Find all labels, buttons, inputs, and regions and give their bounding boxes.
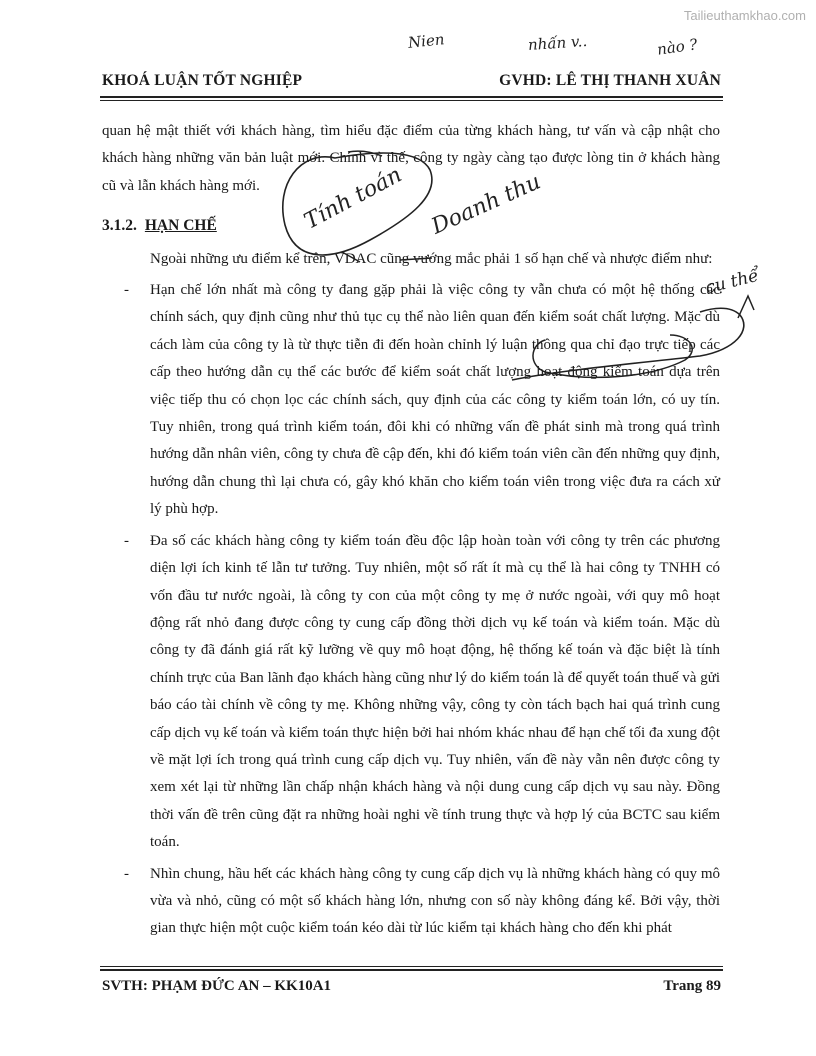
section-heading [102,212,720,239]
footer-student: SVTH: PHẠM ĐỨC AN – KK10A1 [102,978,332,994]
header-thesis-title: KHOÁ LUẬN TỐT NGHIỆP [102,72,303,89]
page-number: Trang 89 [663,978,721,994]
handwritten-note-1: Nien [407,30,446,52]
list-item-text: Nhìn chung, hầu hết các khách hàng công ty cung cấp dịch vụ là những khách hàng có quy mô vừa và nhỏ, cũng có một số khách hàng lớn, nhưng con số này không đáng kể. Bởi vậy, thời gian thực hiện một cuộc kiểm toán kéo dài từ lúc kiểm tại khách hàng cho đến khi phát [150,865,720,937]
handwritten-note-3: nào ? [655,35,699,59]
handwritten-note-2: nhấn v.. [527,31,588,55]
page-footer [102,978,721,995]
list-item [102,277,720,524]
header-rule-thin [100,100,723,101]
handwritten-note-6: cụ thể [703,265,761,299]
intro-paragraph: quan hệ mật thiết với khách hàng, tìm hiểu đặc điểm của từng khách hàng, tư vấn và cập nhật cho khách hàng những văn bản luật mới. Chính vì thế, công ty ngày càng tạo được lòng tin ở khách hàng cũ và lẫn khách hàng mới. [102,123,720,194]
header-rule [100,96,723,98]
list-item-text: Đa số các khách hàng công ty kiểm toán đều độc lập hoàn toàn với công ty trên các phương diện lợi ích kinh tế lẫn tư tưởng. Tuy nhiên, một số rất ít mà cụ thể là hai công ty TNHH có vốn đầu tư nước ngoài, là công ty con của một công ty mẹ ở nước ngoài, với quy mô hoạt động rất nhỏ đang được công ty cung cấp đồng thời dịch vụ kế toán và kiểm toán. Mặc dù công ty đã đánh giá rất kỹ lưỡng về quy mô hoạt động, hệ thống kế toán và đặc biệt là tính chính trực của Ban lãnh đạo khách hàng cũng như lý do kiểm toán là để quyết toán thuế và gửi báo cáo tài chính về công ty mẹ. Không những vậy, công ty còn tách bạch hai quá trình cung cấp dịch vụ kế toán và kiểm toán thực hiện bởi hai nhóm khác nhau để hạn chế tối đa xung đột về mặt lợi ích trong quá trình cung cấp dịch vụ. Tuy nhiên, vấn đề này vẫn nên được công ty xem xét lại từ những lần chấp nhận khách hàng và nội dung cung cấp dịch vụ sau này. Đồng thời vấn đề trên cũng đặt ra những hoài nghi về tính trung thực và hợp lý của BCTC sau kiểm toán. [150,532,720,851]
bullet-dash: - [124,865,129,882]
header-supervisor: GVHD: LÊ THỊ THANH XUÂN [499,72,721,89]
page-header [102,72,721,90]
bullet-dash: - [124,282,129,299]
page-content [102,118,720,947]
watermark: Tailieuthamkhao.com [683,8,806,23]
section-title: HẠN CHẾ [144,217,217,235]
bullet-dash: - [124,532,129,549]
limitations-list [102,277,720,943]
handwritten-note-4: Tính toán [300,162,407,235]
footer-rule [100,969,723,971]
list-item [102,528,720,857]
lead-paragraph: Ngoài những ưu điểm kể trên, VDAC cũng vướng mắc phải 1 số hạn chế và nhược điểm như: [150,250,713,267]
handwritten-note-5: Doanh thu [427,169,545,240]
footer-rule-thin [100,966,723,967]
list-item-text: Hạn chế lớn nhất mà công ty đang gặp phải là việc công ty vẫn chưa có một hệ thống các chính sách, quy định cũng như thủ tục cụ thể nào liên quan đến kiểm soát chất lượng. Mặc dù cách làm của công ty là từ thực tiễn đi đến hoàn chỉnh lý luận thông qua chỉ đạo trực tiếp các cấp theo hướng dẫn cụ thể các bước để kiểm soát chất lượng hoạt động kiểm toán dựa trên việc tiếp thu có chọn lọc các chính sách, quy định của các công ty kiểm toán lớn, có uy tín. Tuy nhiên, trong quá trình kiểm toán, đôi khi có những vấn đề phát sinh mà trong quá trình hướng dẫn nhân viên, công ty chưa đề cập đến, khi đó kiểm toán viên cần đến những quy định, hướng dẫn chung thì lại chưa có, gây khó khăn cho kiểm toán viên trong việc đưa ra cách xử lý phù hợp. [150,282,720,518]
list-item [102,861,720,943]
section-number: 3.1.2. [102,217,137,235]
